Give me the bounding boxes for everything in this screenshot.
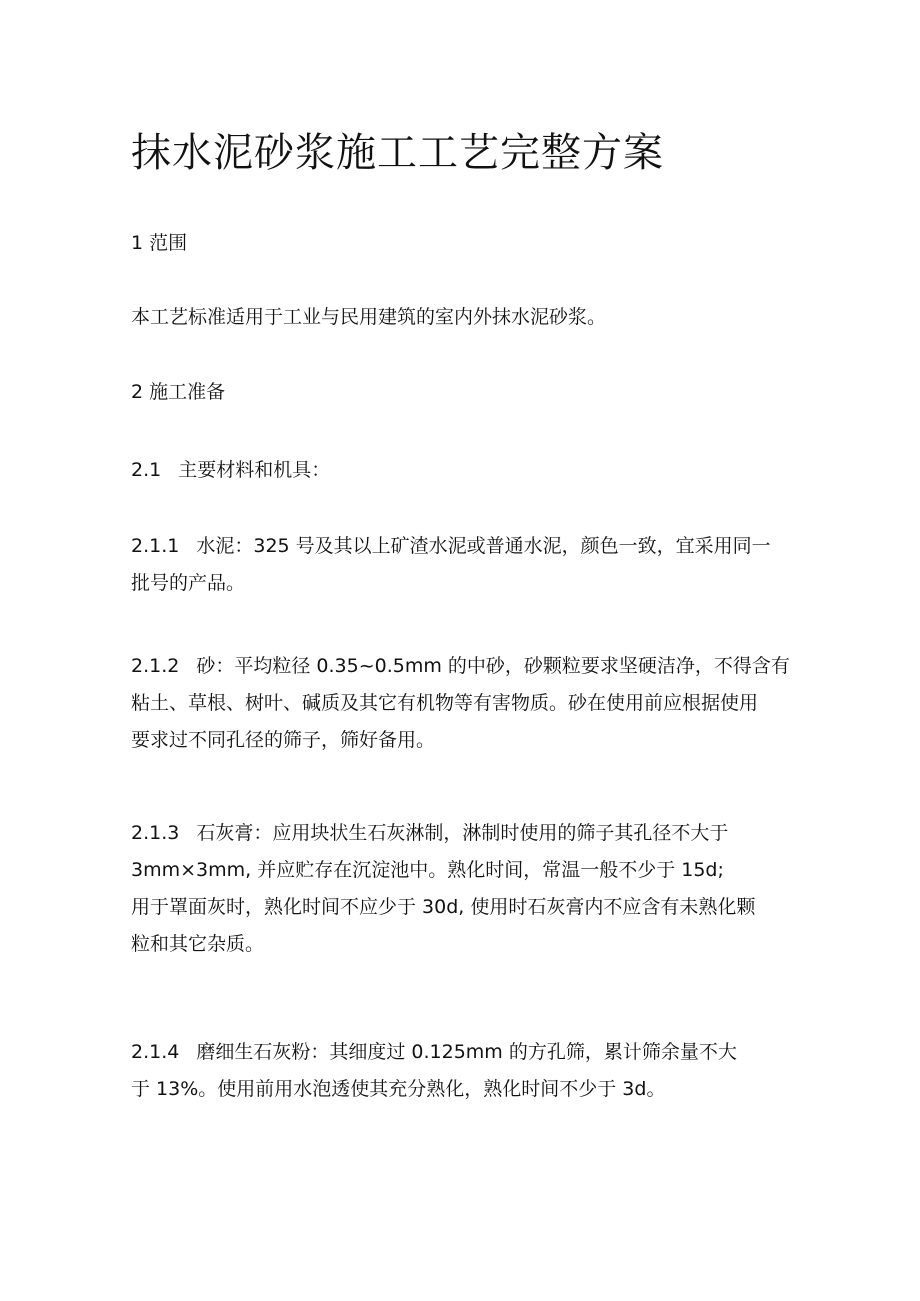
paragraph-line: 要求过不同孔径的筛子，筛好备用。 (131, 729, 436, 751)
section-2-1-3 (131, 815, 791, 963)
section-2-1-2 (131, 648, 791, 759)
section-number: 2.1.4 (131, 1041, 180, 1063)
section-2-1-4 (131, 1034, 791, 1108)
document-title: 抹水泥砂浆施工工艺完整方案 (131, 130, 664, 176)
paragraph-text: 砂：平均粒径 0.35~0.5mm 的中砂，砂颗粒要求坚硬洁净，不得含有 (196, 655, 790, 677)
paragraph-line (131, 1034, 791, 1071)
paragraph-text: 水泥：325 号及其以上矿渣水泥或普通水泥，颜色一致，宜采用同一 (196, 535, 771, 557)
paragraph-line: 粘土、草根、树叶、碱质及其它有机物等有害物质。砂在使用前应根据使用 (131, 692, 759, 714)
section-2-heading-text: 2 施工准备 (131, 381, 226, 403)
section-1-heading (131, 225, 791, 262)
paragraph-line: 于 13%。使用前用水泡透使其充分熟化，熟化时间不少于 3d。 (131, 1078, 666, 1100)
paragraph-line: 批号的产品。 (131, 572, 246, 594)
paragraph-line: 3mm×3mm, 并应贮存在沉淀池中。熟化时间，常温一般不少于 15d; (131, 859, 724, 881)
paragraph-line (131, 648, 791, 685)
section-1-body-text: 本工艺标准适用于工业与民用建筑的室内外抹水泥砂浆。 (131, 306, 607, 328)
paragraph-line (131, 528, 791, 565)
section-2-1-line (131, 452, 791, 489)
paragraph-text: 磨细生石灰粉：其细度过 0.125mm 的方孔筛，累计筛余量不大 (196, 1041, 737, 1063)
section-number: 2.1.2 (131, 655, 180, 677)
section-number: 2.1 (131, 459, 162, 481)
section-number: 2.1.1 (131, 535, 180, 557)
section-1-heading-text: 1 范围 (131, 232, 188, 254)
section-2-1-1 (131, 528, 791, 602)
section-2-1-text: 主要材料和机具： (178, 459, 331, 481)
paragraph-text: 石灰膏：应用块状生石灰淋制，淋制时使用的筛子其孔径不大于 (196, 822, 729, 844)
paragraph-line: 用于罩面灰时，熟化时间不应少于 30d, 使用时石灰膏内不应含有未熟化颗 (131, 896, 756, 918)
paragraph-line: 粒和其它杂质。 (131, 933, 265, 955)
section-number: 2.1.3 (131, 822, 180, 844)
paragraph-line (131, 815, 791, 852)
section-1-body (131, 299, 791, 336)
section-2-1 (131, 452, 791, 489)
section-2-heading (131, 374, 791, 411)
